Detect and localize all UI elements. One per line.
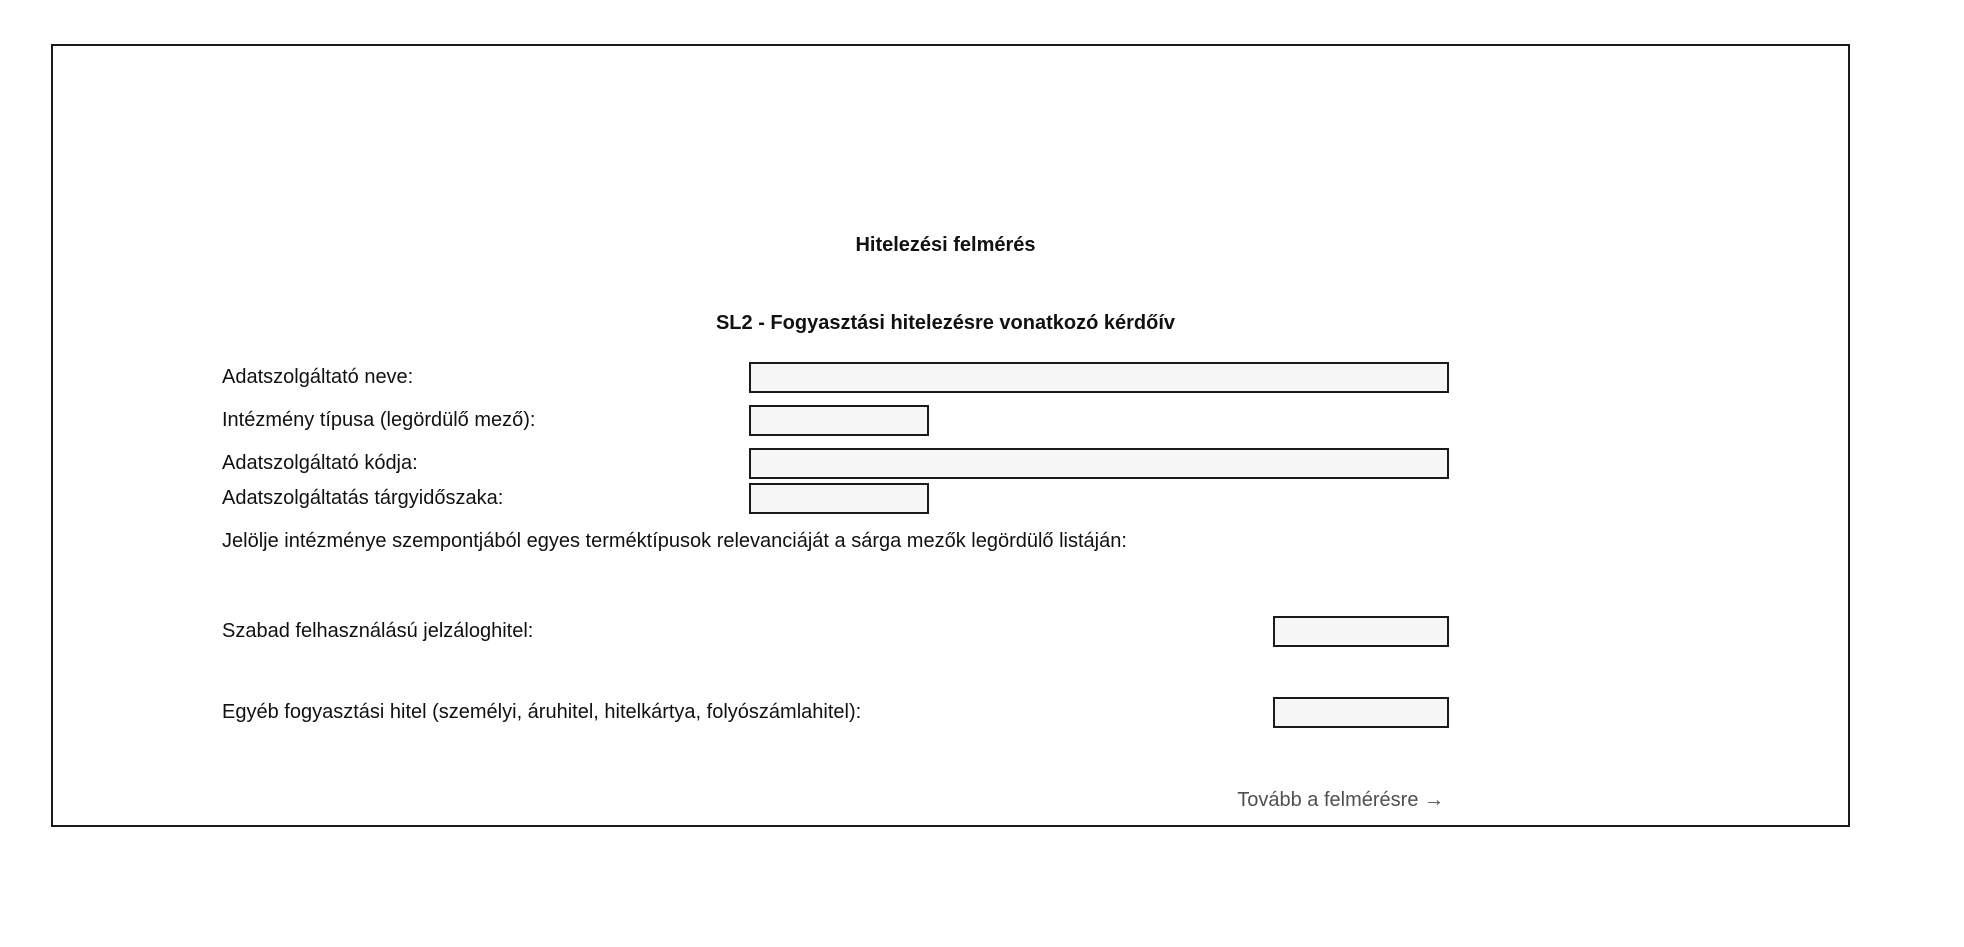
institution-type-dropdown[interactable]: [749, 405, 929, 436]
reporting-period-label: Adatszolgáltatás tárgyidőszaka:: [222, 487, 504, 509]
other-consumer-credit-dropdown[interactable]: [1273, 697, 1449, 728]
mortgage-label: Szabad felhasználású jelzáloghitel:: [222, 620, 534, 642]
continue-survey-link[interactable]: Tovább a felmérésre →: [1237, 789, 1444, 811]
survey-title: Hitelezési felmérés: [855, 234, 1036, 256]
institution-type-label: Intézmény típusa (legördülő mező):: [222, 409, 536, 431]
provider-name-field[interactable]: [749, 362, 1449, 393]
provider-code-label: Adatszolgáltató kódja:: [222, 452, 418, 474]
instruction-text: Jelölje intézménye szempontjából egyes terméktípusok relevanciáját a sárga mezők legördülő listáján:: [222, 530, 1127, 552]
mortgage-relevance-dropdown[interactable]: [1273, 616, 1449, 647]
provider-code-field[interactable]: [749, 448, 1449, 479]
other-consumer-credit-label: Egyéb fogyasztási hitel (személyi, áruhitel, hitelkártya, folyószámlahitel):: [222, 701, 862, 723]
provider-name-label: Adatszolgáltató neve:: [222, 366, 414, 388]
reporting-period-field[interactable]: [749, 483, 929, 514]
survey-subtitle: SL2 - Fogyasztási hitelezésre vonatkozó kérdőív: [715, 312, 1176, 334]
